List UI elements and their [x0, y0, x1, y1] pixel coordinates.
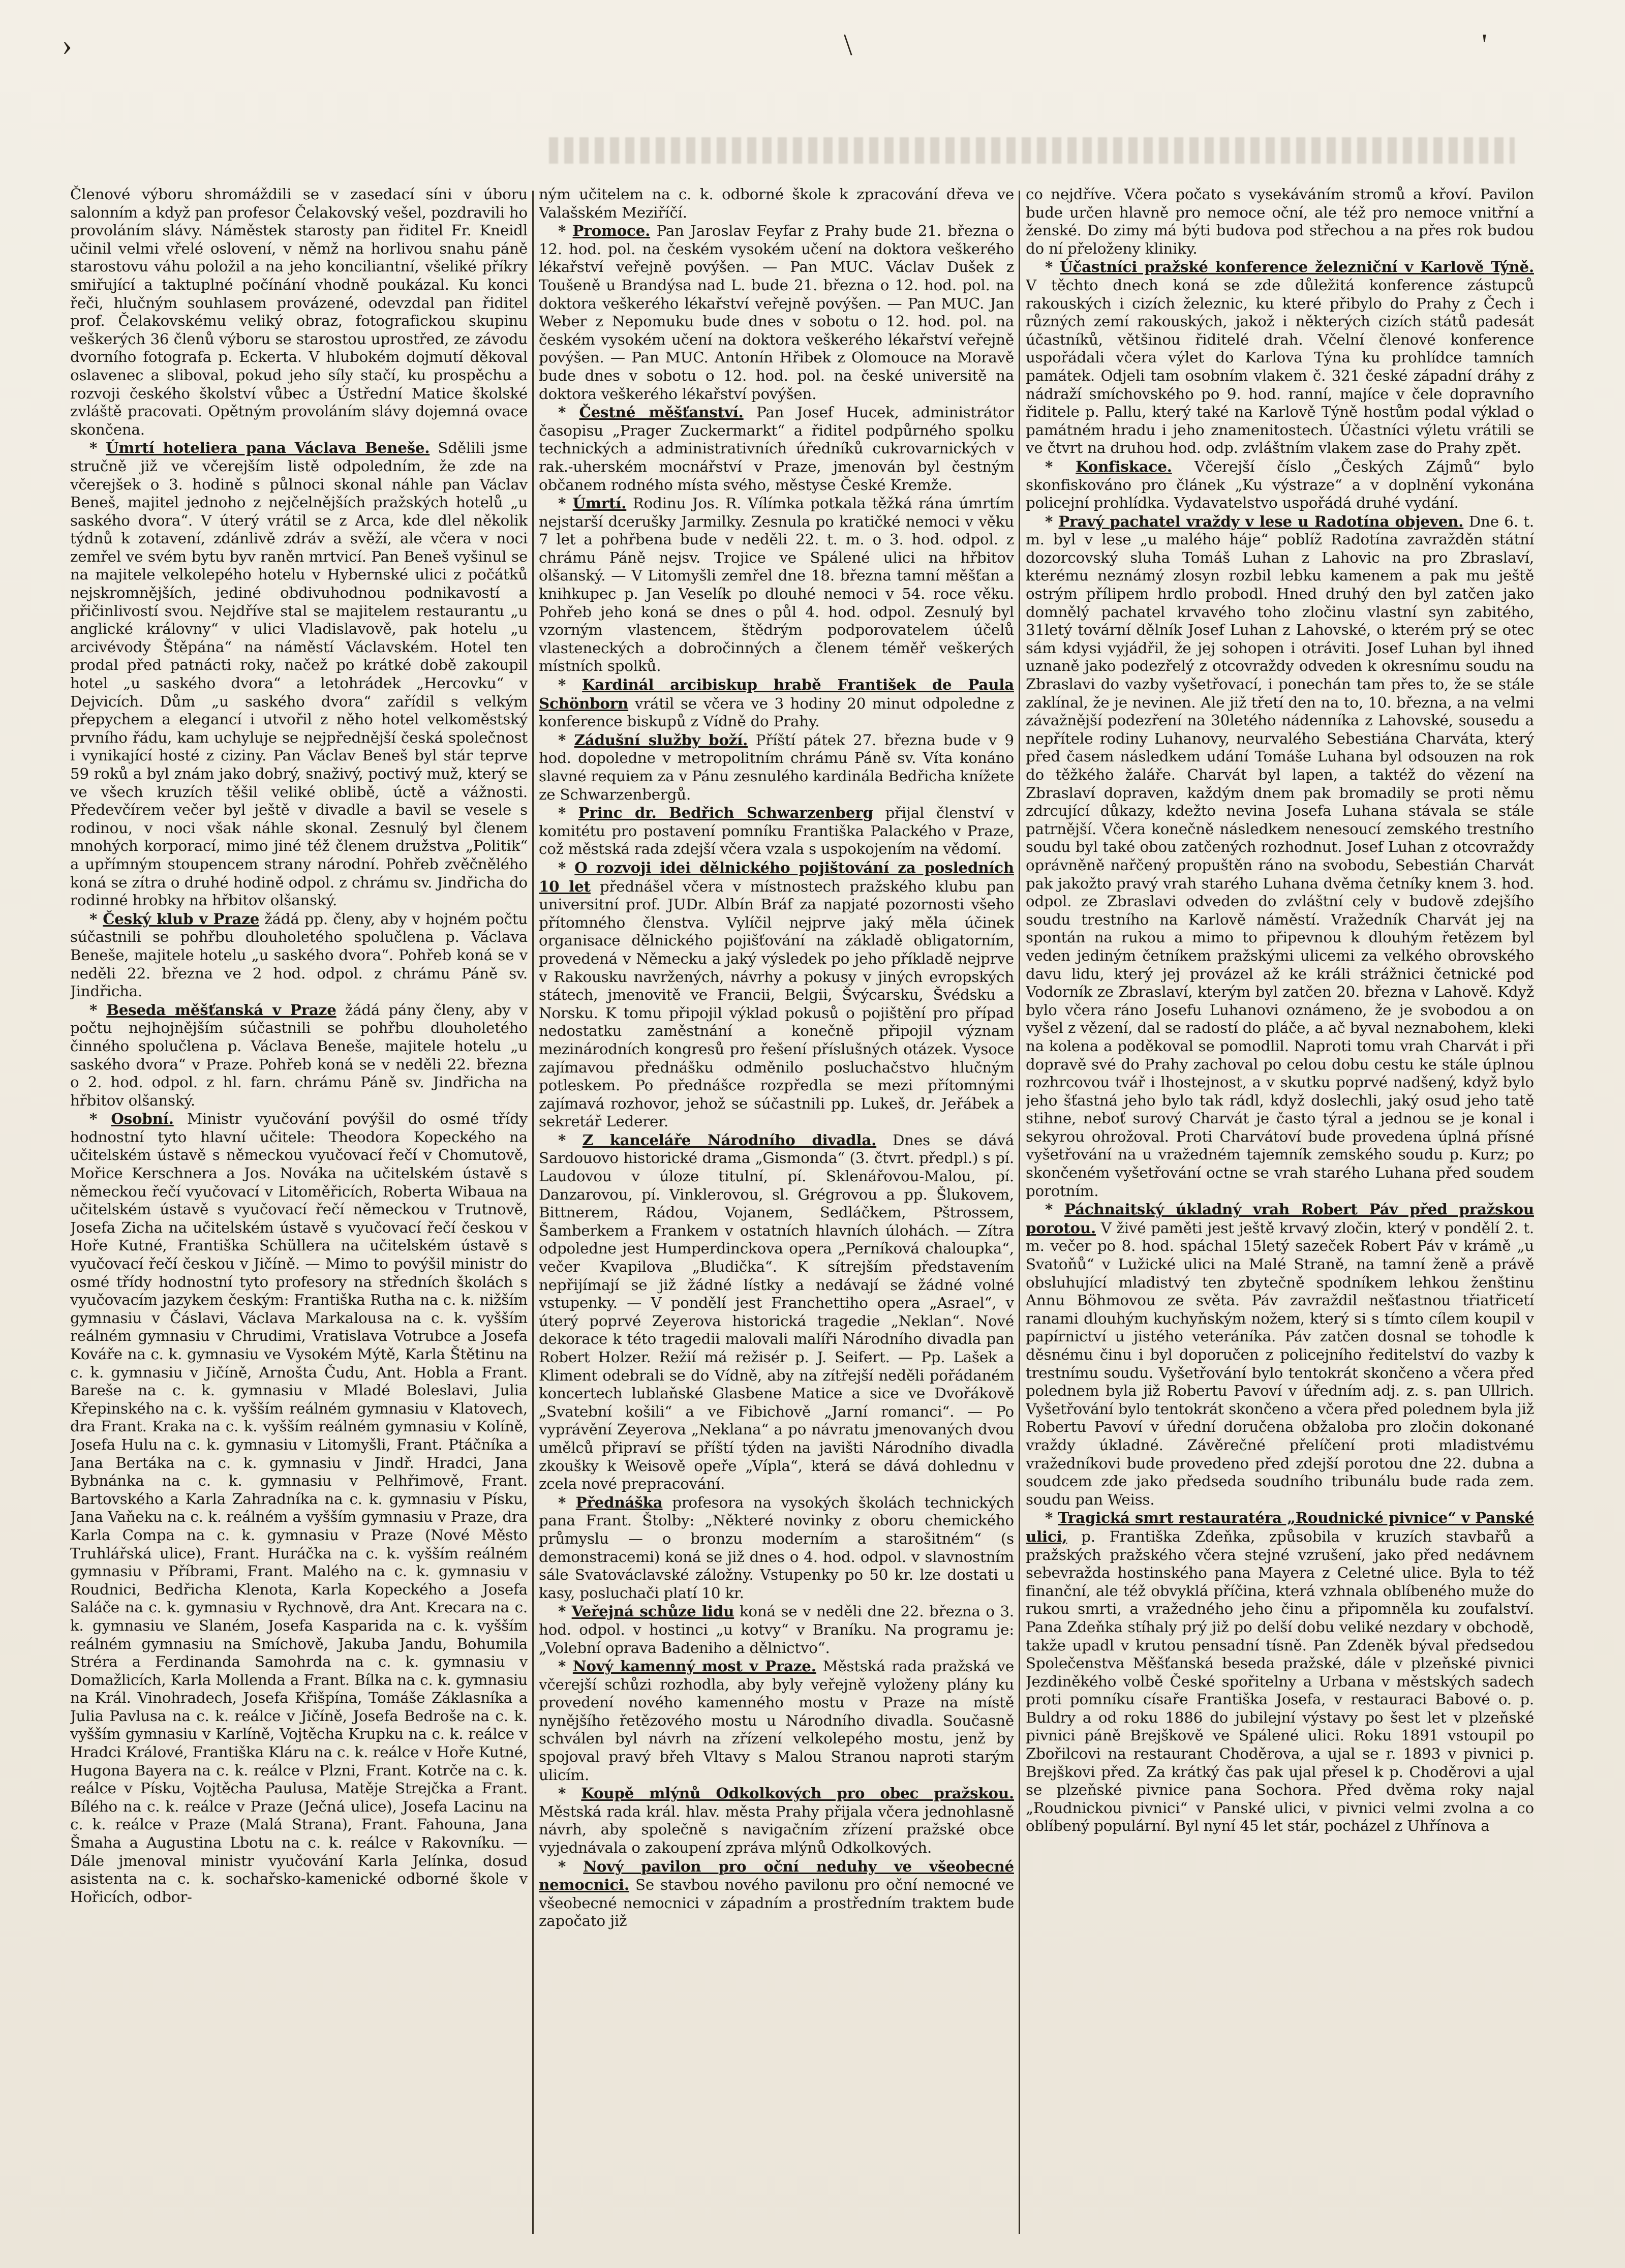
article	[539, 1493, 1014, 1603]
article-asterisk: *	[1045, 1509, 1058, 1527]
article	[539, 1857, 1014, 1930]
article	[539, 1131, 1014, 1493]
article-heading: Nový pavilon pro oční neduhy ve všeobecné nemocnici.	[539, 1857, 1014, 1894]
article	[1026, 186, 1534, 258]
article-body: Členové výboru shromáždili se v zasedací síni v úboru salonním a když pan profesor Čelakovský vešel, pozdravili ho provoláním slávy. Náměstek starosty pan řiditel Fr. Kneidl učinil velmi vřelé oslovení, v němž na horlivou snahu páně starostovu váhu položil a na jeho konciliantní, všeliké příkry smiřující a taktuplné počínání vhodně poukázal. Ku konci řeči, hlučným souhlasem provázené, odevzdal pan řiditel prof. Čelakovskému veliký obraz, fotografickou skupinu veškerých 36 členů výboru se starostou uprostřed, ze závodu dvorního fotografa p. Eckerta. V hlubokém dojmutí děkoval oslavenec a sliboval, pokud jeho síly stačí, ku prospěchu a rozvoji českého školství vůbec a Ústřední Matice školské zvláště pracovati. Opětným provoláním slávy dojemná ovace skončena.	[70, 186, 528, 438]
article-heading: Tragická smrt restauratéra „Roudnické pivnice“ v Panské ulici,	[1026, 1509, 1534, 1545]
article-heading: Český klub v Praze	[103, 909, 260, 928]
article	[1026, 512, 1534, 1201]
show-through-text	[549, 137, 1515, 164]
article-body: ným učitelem na c. k. odborné škole k zpracování dřeva ve Valašském Meziříčí.	[539, 186, 1014, 221]
page-mark-left: ›	[62, 28, 72, 62]
column-3	[1026, 186, 1534, 2242]
article	[70, 439, 528, 909]
article-asterisk: *	[558, 222, 573, 240]
article-body: Městská rada král. hlav. města Prahy přijala včera jednohlasně návrh, aby společně s navigačním zřízení pražské obce vyjednávala o zakoupení zpráva mlýnů Odkolkových.	[539, 1802, 1014, 1857]
article-heading: Z kanceláře Národního divadla.	[582, 1130, 877, 1149]
article-asterisk: *	[558, 1657, 573, 1675]
article-heading: Beseda měšťanská v Praze	[106, 1000, 336, 1019]
article-asterisk: *	[89, 1110, 111, 1128]
article-heading: Veřejná schůze lidu	[571, 1602, 734, 1620]
article-body: Sdělili jsme stručně již ve včerejším listě odpoledním, že zde na včerejšek o 3. hodině s půlnoci skonal náhle pan Václav Beneš, majitel jednoho z nejčelnějších pražských hotelů „u saského dvora“. V úterý vrátil se z Arca, kde dlel několik týdnů k zotavení, zdánlivě zdráv a svěží, ale včera v noci zemřel ve svém bytu byv raněn mrtvicí. Pan Beneš vyšinul se na majitele velkolepého hotelu v Hybernské ulici z počátků nejskromnějších, jediné obdivuhodnou podnikavostí a přičinlivostí svou. Nejdříve stal se majitelem restaurantu „u anglické královny“ v ulici Vladislavově, pak hotelu „u arcivévody Štěpána“ na náměstí Václavském. Hotel ten prodal před patnácti roky, načež po krátké době zakoupil hotel „u saského dvora“ a letohrádek „Hercovku“ v Dejvicích. Dům „u saského dvora“ zařídil s velkým přepychem a elegancí i utvořil z něho hotel velkoměstský prvního řádu, kam uchyluje se nejpřednější česká společnost i vynikající hosté z ciziny. Pan Václav Beneš byl stár teprve 59 roků a byl znám jako dobrý, snaživý, poctivý muž, který se ve všech kruzích těšil veliké oblibě, úctě a vážnosti. Předevčírem večer byl ještě v divadle a bavil se vesele s rodinou, v noci však náhle skonal. Zesnulý byl členem mnohých korporací, mimo jiné též členem družstva „Politik“ a upřímným stoupencem strany národní. Pohřeb zvěčnělého koná se zítra o druhé hodině odpol. z chrámu sv. Jindřicha do rodinné hrobky na hřbitov olšanský.	[70, 439, 528, 909]
article-asterisk: *	[558, 1784, 581, 1802]
article-heading: Konfiskace.	[1076, 457, 1172, 475]
article-asterisk: *	[558, 403, 579, 421]
article	[70, 186, 528, 439]
article-heading: Koupě mlýnů Odkolkových pro obec pražskou.	[581, 1784, 1014, 1802]
article	[539, 731, 1014, 804]
article-heading: Účastníci pražské konference železniční v Karlově Týně.	[1060, 258, 1534, 276]
article-body: žádá pány členy, aby v počtu nejhojnějším súčastnili se pohřbu dlouholetého činného spolučlena p. Václava Beneše, majitele hotelu „u saského dvora“ v Praze. Pohřeb koná se v neděli 22. března o 2. hod. odpol. z hl. farn. chrámu Páně sv. Jindřicha na hřbitov olšanský.	[70, 1001, 528, 1109]
article-asterisk: *	[558, 494, 573, 512]
article-heading: O rozvoji idei dělnického pojištování za posledních 10 let	[539, 858, 1014, 895]
article	[1026, 1509, 1534, 1835]
article-body: žádá pp. členy, aby v hojném počtu súčastnili se pohřbu dlouholetého spolučlena p. Václava Beneše, majitele hotelu „u saského dvora“. Pohřeb koná se v neděli 22. března ve 2 hod. odpol. z chrámu Páně sv. Jindřicha.	[70, 910, 528, 1000]
column-rule	[532, 191, 534, 2234]
article	[70, 1001, 528, 1110]
article-heading: Nový kamenný most v Praze.	[572, 1657, 816, 1675]
article	[539, 494, 1014, 676]
article-asterisk: *	[558, 1602, 572, 1620]
article-heading: Přednáška	[575, 1493, 663, 1511]
article-heading: Osobní.	[111, 1110, 174, 1128]
article-body: V těchto dnech koná se zde důležitá konference zástupců rakouských i cizích železnic, ku které přibylo do Prahy z Čech i různých zemí rakouských, jakož i některých cizích států padesát účastníků, většinou řiditelé drah. Včelní členové konference uspořádali včera výlet do Karlova Týna ku prohlídce tamních památek. Odjeli tam osobním vlakem č. 321 české západní dráhy z nádraží smíchovského po 9. hod. ranní, majíce v čele dopravního řiditele p. Pallu, který také na Karlově Týně hostům podal výklad o památném hradu i jeho znamenitostech. Účastníci výletu vrátili se ve čtvrt na druhou hod. odp. zvláštním vlakem zase do Prahy zpět.	[1026, 276, 1534, 457]
article-heading: Páchnaitský úkladný vrah Robert Páv před pražskou porotou.	[1026, 1200, 1534, 1237]
article-body: vrátil se včera ve 3 hodiny 20 minut odpoledne z konference biskupů z Vídně do Prahy.	[539, 694, 1014, 730]
article-body: Příští pátek 27. března bude v 9 hod. dopoledne v metropolitním chrámu Páně sv. Víta konáno slavné requiem za v Pánu zesnulého kardinála Bedřicha knížete ze Schwarzenbergů.	[539, 731, 1014, 803]
article-asterisk: *	[1045, 512, 1059, 530]
article	[539, 859, 1014, 1131]
column-rule	[1019, 191, 1020, 2234]
article-body: co nejdříve. Včera počato s vysekáváním stromů a křoví. Pavilon bude určen hlavně pro nemoce oční, ale též pro nemoce vnitřní a ženské. Do zimy má býti budova pod střechou a na přes rok budou do ní přeloženy kliniky.	[1026, 186, 1534, 257]
article-body: Dnes se dává Sardouovo historické drama „Gismonda“ (3. čtvrt. předpl.) s pí. Laudovou v úloze titulní, pí. Sklenářovou-Malou, pí. Danzarovou, pí. Vinklerovou, sl. Grégrovou a pp. Šlukovem, Bittnerem, Rádou, Vojanem, Sedláčkem, Pštrossem, Šamberkem a Frankem v ostatních hlavních úlohách. — Zítra odpoledne jest Humperdinckova opera „Perníková chaloupka“, večer Kvapilova „Bludička“. K sítrejším představením nepřijímají se již žádné lístky a nedávají se žádné volné vstupenky. — V pondělí jest Franchettiho opera „Asrael“, v úterý poprvé Zeyerova historická tragedie „Neklan“. Nové dekorace k této tragedii malovali malíři Národního divadla pan Robert Holzer. Režií má režisér p. J. Seifert. — Pp. Lašek a Kliment odebrali se do Vídně, aby na zítřejší neděli pořádaném koncertech lublaňské Glasbene Matice a sice ve Dvořákově „Svatební košili“ a ve Fibichově „Jarní romanci“. — Po vyprávění Zeyerova „Neklana“ a po návratu jmenovaných dvou umělců připraví se příští týden na javišti Národního divadla zkoušky k Weisově opeře „Vípla“, která se dává dohlednu v zcela nové prepracování.	[539, 1131, 1014, 1493]
page-mark-center: \	[844, 28, 852, 62]
article-asterisk: *	[558, 858, 575, 876]
article	[1026, 457, 1534, 512]
article-body: Ministr vyučování povýšil do osmé třídy hodnostní tyto hlavní učitele: Theodora Kopeckého na učitelském ústavě s německou vyučovací řečí v Chomutově, Mořice Kerschnera a Jos. Nováka na učitelském ústavě s německou řečí vyučovací v Litoměřicích, Roberta Wibaua na učitelském ústavě s vyučovací řečí německou v Trutnově, Josefa Zicha na učitelském ústavě s vyučovací řečí českou v Hoře Kutné, Františka Schüllera na učitelském ústavě s vyučovací řečí českou v Jičíně. — Mimo to povýšil ministr do osmé třídy hodnostní tyto profesory na středních školách s vyučovacím jazykem českým: Františka Rutha na c. k. nižším gymnasiu v Čáslavi, Václava Markalousa na c. k. vyšším reálném gymnasiu v Chrudimi, Vratislava Votrubce a Josefa Kováře na c. k. gymnasiu ve Vysokém Mýtě, Karla Štětinu na c. k. gymnasiu v Jičíně, Arnošta Čudu, Ant. Hobla a Frant. Bareše na c. k. gymnasiu v Mladé Boleslavi, Julia Křepinského na c. k. vyšším reálném gymnasiu v Klatovech, dra Frant. Kraka na c. k. vyšším reálném gymnasiu v Kolíně, Josefa Hulu na c. k. gymnasiu v Litomyšli, Frant. Ptáčníka a Jana Bertáka na c. k. gymnasiu v Jindř. Hradci, Jana Bybnánka na c. k. gymnasiu v Pelhřimově, Frant. Bartovského a Karla Zahradníka na c. k. gymnasiu v Písku, Jana Vaňeku na c. k. reálném a vyšším gymnasiu v Praze, dra Karla Compa na c. k. gymnasiu v Praze (Nové Město Truhlářská ulice), Frant. Huráčka na c. k. vyšším reálném gymnasiu v Příbrami, Frant. Malého na c. k. gymnasiu v Roudnici, Bedřicha Klenota, Karla Kopeckého a Josefa Saláče na c. k. gymnasiu v Rychnově, dra Ant. Krecara na c. k. gymnasiu ve Slaném, Josefa Kasparida na c. k. vyšším reálném gymnasiu na Smíchově, Jakuba Jandu, Bohumila Stréra a Ferdinanda Samohrda na c. k. gymnasiu v Domažlicích, Karla Mollenda a Frant. Bílka na c. k. gymnasiu na Král. Vinohradech, Josefa Křišpína, Tomáše Záklasníka a Julia Pavlusa na c. k. reálce v Jičíně, Josefa Bedroše na c. k. vyšším gymnasiu v Karlíně, Vojtěcha Krupku na c. k. reálce v Hradci Králové, Františka Kláru na c. k. reálce v Hoře Kutné, Hugona Bayera na c. k. reálce v Plzni, Frant. Kotrče na c. k. reálce v Písku, Vojtěcha Paulusa, Matěje Strejčka a Frant. Bílého na c. k. reálce v Praze (Ječná ulice), Josefa Lacinu na c. k. reálce v Praze (Malá Strana), Frant. Fahouna, Jana Šmaha a Augustina Lbotu na c. k. reálce v Rakovníku. — Dále jmenoval ministr vyučování Karla Jelínka, dosud asistenta na c. k. sochařsko-kamenické odborné škole v Hořicích, odbor-	[70, 1110, 528, 1906]
article-heading: Zádušní služby boží.	[574, 730, 748, 749]
article-asterisk: *	[89, 439, 106, 457]
article-body: V živé paměti jest ještě krvavý zločin, který v pondělí 2. t. m. večer po 8. hod. spáchal 15letý sazeček Robert Páv v krámě „u Svatoňů“ v Lužické ulici na Malé Straně, na tamní ženě a právě obsluhující mladistvý ten zbytečně spodníkem lehkou ženštinu Annu Böhmovou ze světa. Páv zavraždil nešťastnou třiatřicetí ranami dlouhým kuchyňským nožem, který si s tímto cílem koupil v papírnictví u jistého veteráníka. Páv zatčen dosnal se tohodle k děsnému činu i byl doporučen z policejního ředitelství do vazby k trestnímu soudu. Vyšetřování bylo tentokrát skončeno a včera před polednem byla již Robertu Pavoví v úředním adj. z. s. pan Ullrich. Vyšetřování bylo tentokrát skončeno a včera před polednem byla již Robertu Pavoví v úřední doručena obžaloba pro zločin dokonané vraždy úkladné. Závěrečné přelíčení proti mladistvému vražedníkovi bude provedeno před zdejší porotou dne 22. dubna a soudcem zde jako předseda soudního tribunálu bude rada zem. soudu pan Weiss.	[1026, 1219, 1534, 1508]
page-mark-right: '	[1482, 28, 1487, 62]
article-heading: Úmrtí hoteliera pana Václava Beneše.	[105, 439, 430, 457]
article	[1026, 1200, 1534, 1509]
article-asterisk: *	[1045, 1200, 1065, 1218]
article-heading: Promoce.	[572, 222, 651, 240]
article-asterisk: *	[558, 676, 582, 694]
article-body: Pan Jaroslav Feyfar z Prahy bude 21. března o 12. hod. pol. na českém vysokém učení na doktora veškerého lékařství veřejně povýšen. — Pan MUC. Václav Dušek z Toušeně u Brandýsa nad L. bude 21. března o 12. hod. pol. na doktora veškerého lékařství veřejně povýšen. — Pan MUC. Jan Weber z Nepomuku bude dnes v sobotu o 12. hod. pol. na českém vysokém učení na doktora veškerého lékařství veřejně povýšen. — Pan MUC. Antonín Hřibek z Olomouce na Moravě bude dnes v sobotu o 12. hod. pol. na české universitě na doktora veškerého lékařství povýšen.	[539, 222, 1014, 403]
article-body: Pan Josef Hucek, administrátor časopisu „Prager Zuckermarkt“ a řiditel podpůrného spolku technických a administrativních úředníků cukrovarnických v rak.-uherském mocnářství v Praze, jmenován byl čestným občanem rodného místa svého, městyse České Kremže.	[539, 404, 1014, 494]
column-2	[539, 186, 1014, 2242]
article-body: přednášel včera v místnostech pražského klubu pan universitní prof. JUDr. Albín Bráf za napjaté pozornosti všeho přítomného členstva. Vylíčil nejprve jaký měla účinek organisace dělnického pojišťování na základě obligatorním, provedená v Německu a jaký výsledek po jeho příkladě nejprve v Rakousku navržených, návrhy a pokusy v jiných evropských státech, jmenovitě ve Francii, Belgii, Švýcarsku, Švédsku a Norsku. K tomu připojil výklad pokusů o pojištění pro případ nedostatku zaměstnání a konečně připojil význam mezinárodních kongresů pro řešení příslušných otázek. Vysoce zajímavou přednášku odměnilo posluchačstvo hlučným potleskem. Po přednášce rozpředla se mezi přítomnými zajímavá rozhovor, jehož se súčastnili pp. Lukeš, dr. Jeřábek a sekretář Lederer.	[539, 877, 1014, 1130]
article	[539, 186, 1014, 222]
article-body: Dne 6. t. m. byl v lese „u malého háje“ poblíž Radotína zavražděn státní dozorcovský sluha Tomáš Luhan z Lahovic na pro Zbraslaví, kterému neznámý zlosyn rozbil lebku kamenem a pak mu ještě ostrým přílipem hrdlo probodl. Hned druhý den byl zatčen jako domnělý pachatel krvavého toho zločinu vlastní syn zabitého, 31letý tovární dělník Josef Luhan z Lahovské, o kterém prý se otec sám kdysi vyjádřil, že jej sohopen i otráviti. Josef Luhan byl ihned uznaně jako podezřelý z otcovraždy odveden k okresnímu soudu na Zbraslavi do vazby vyšetřovací, i ponechán tam přes to, že se stále zaklínal, že je nevinen. Ale již třetí den na to, 10. března, a na velmi závažnější podezření na 30letého nádenníka z Lahovské, sousedu a nepřítele rodiny Luhanovy, neurvalého Sebestiána Charváta, který před časem následkem udání Tomáše Luhana byl odsouzen na rok do těžkého žaláře. Charvát byl lapen, a taktéž do vězení na Zbraslaví dopraven, každým dnem pak bromadily se proti němu zdrcující důkazy, kdežto nevina Josefa Luhana stávala se stále patrnější. Včera konečně následkem nenesoucí zemského trestního soudu byl také obou zatčených rozhodnut. Josef Luhan z otcovraždy oprávněně nařčený propuštěn ráno na svobodu, Sebestián Charvát pak jakožto pravý vrah starého Luhana dvěma četníky knem 3. hod. odpol. ze Zbraslavi odveden do zvláštní cely v budově zdejšího soudu trestního na Karlově náměstí. Vražedník Charvát jej na spontán na rukou a mimo to připevnou k dlouhým řetězem byl veden jediným četníkem pražskými ulicemi za velkého obrovského davu lidu, který jej provázel až ke králi strážnici četnické pod Vodorník ze Zbraslaví, kterým byl zatčen 20. března v Lahově. Když bylo včera ráno Josefu Luhanovi oznámeno, že je svobodou a on vyšel z vězení, dal se radostí do pláče, a ač byval neznabohem, kleki na kolena a poděkoval se pomodlil. Naproti tomu vrah Charvát i při dopravě své do Prahy zachoval po celou dobu cestu ke stále úplnou rozhrcovou tvář i lhostejnost, a v skutku poprvé nadšený, když bylo jeho šťastná jeho bylo tak rádl, když doslechli, jaký osud jeho tatě stihne, neboť surový Charvát je často týral a jednou se je konal i sekyrou ohrožoval. Proti Charvátoví bude provedena úplná přísné vyšetřování na u vražedném tajemník zemského soudu p. Kurz; po skončeném vyšetřování octne se vrah starého Luhana před soudem porotním.	[1026, 512, 1534, 1200]
article	[539, 1657, 1014, 1784]
article	[539, 403, 1014, 494]
article-body: p. Františka Zdeňka, způsobila v kruzích stavbařů a pražských pražského včera stejné vzrušení, jako před nedávnem sebevražda hostinského pana Mayera z Celetné ulice. Byla to též finanční, ale též obvyklá příčina, která vzhnala oblíbeného muže do rukou smrti, a vražedného jeho činu a připomněla ku zoufalství. Pana Zdeňka stíhaly prý již po delší dobu veliké nezdary v obchodě, takže upadl v krutou pensadní tísně. Pan Zdeněk býval předsedou Společenstva Měšťanská beseda pražské, dále v plzeňské pivnici Jezdiněkého volbě České spořitelny a Urbana v městských sadech proti pomníku císaře Františka Josefa, v restauraci Babové o. p. Buldry a od roku 1886 do jubilejní výstavy po šest let v plzeňské pivnici páně Brejškově ve Spálené ulici. Roku 1891 vstoupil po Zbořilcovi na restaurant Choděrova, a ujal se r. 1893 v pivnici p. Brejškovi před. Za krátký čas pak ujal přesel k p. Choděrovi a ujal se plzeňské pivnice pana Sochora. Před dvěma roky najal „Roudnickou pivnici“ v Panské ulici, v pivnici velmi zvolna a co oblíbený populární. Byl nyní 45 let stár, pocházel z Uhřínova a	[1026, 1527, 1534, 1835]
article-asterisk: *	[89, 1000, 107, 1019]
article	[539, 1784, 1014, 1857]
article	[70, 1110, 528, 1906]
article-body: Se stavbou nového pavilonu pro oční nemocné ve všeobecné nemocnici v západním a prostředním traktem bude započato již	[539, 1876, 1014, 1930]
article-asterisk: *	[558, 1130, 582, 1149]
article-asterisk: *	[1045, 457, 1076, 475]
article	[539, 804, 1014, 859]
article-heading: Pravý pachatel vraždy v lese u Radotína objeven.	[1058, 512, 1464, 530]
article-body: přijal členství v komitétu pro postavení pomníku Františka Palackého v Praze, což městská rada zdejší včera vzala s uspokojením na vědomí.	[539, 804, 1014, 858]
article	[1026, 258, 1534, 457]
article	[539, 222, 1014, 403]
article-body: Rodinu Jos. R. Vílímka potkala těžká rána úmrtím nejstarší dcerušky Jarmilky. Zesnula po kratičké nemoci v věku 7 let a pohřbena bude v neděli 22. t. m. o 3. hod. odpol. z chrámu Páně nejsv. Trojice ve Spálené ulici na hřbitov olšanský. — V Litomyšli zemřel dne 18. března tamní měšťan a knihkupec p. Jan Veselík po dlouhé nemoci v 54. roce věku. Pohřeb jeho koná se dnes o půl 4. hod. odpol. Zesnulý byl vzorným vlastencem, štědrým podporovatelem účelů vlasteneckých a dobročinných a členem téměř veškerých místních spolků.	[539, 495, 1014, 675]
article	[539, 1602, 1014, 1657]
article-body: Včerejší číslo „Českých Zájmů“ bylo skonfiskováno pro článek „Ku výstraze“ a v doplnění vykonána policejní prohlídka. Vydavatelstvo uspořádá druhé vydání.	[1026, 457, 1534, 512]
column-1	[70, 186, 528, 2242]
article-heading: Princ dr. Bedřich Schwarzenberg	[578, 804, 873, 822]
article-asterisk: *	[558, 804, 578, 822]
article-heading: Čestné měšťanství.	[579, 403, 744, 421]
article	[70, 910, 528, 1001]
article-body: Městská rada pražská ve včerejší schůzi rozhodla, aby byly veřejně vyloženy plány ku provedení nového kamenného mostu v Praze na místě nynějšího řetězového mostu u Národního divadla. Současně schválen byl návrh na zřízení velkolepého mostu, jenž by spojoval pravý břeh Vltavy s Malou Stranou naproti starým ulicím.	[539, 1658, 1014, 1784]
article-body: profesora na vysokých školách technických pana Frant. Štolby: „Některé novinky z oboru chemického průmyslu — o bronzu moderním a starošitném“ (s demonstracemi) koná se již dnes o 4. hod. odpol. v slavnostním sále Svatováclavské záložny. Vstupenky po 50 kr. lze dostati u kasy, posluchači platí 10 kr.	[539, 1493, 1014, 1602]
article	[539, 676, 1014, 731]
article-heading: Úmrtí.	[572, 494, 627, 512]
article-asterisk: *	[558, 1493, 576, 1511]
article-asterisk: *	[89, 909, 103, 928]
article-heading: Kardinál arcibiskup hrabě František de Paula Schönborn	[539, 676, 1014, 712]
article-asterisk: *	[558, 730, 574, 749]
article-asterisk: *	[1045, 258, 1060, 276]
article-asterisk: *	[558, 1857, 584, 1875]
article-body: koná se v neděli dne 22. března o 3. hod. odpol. v hostinci „u kotvy“ v Braníku. Na programu je: „Volební oprava Badeniho a dělnictvo“.	[539, 1603, 1014, 1657]
